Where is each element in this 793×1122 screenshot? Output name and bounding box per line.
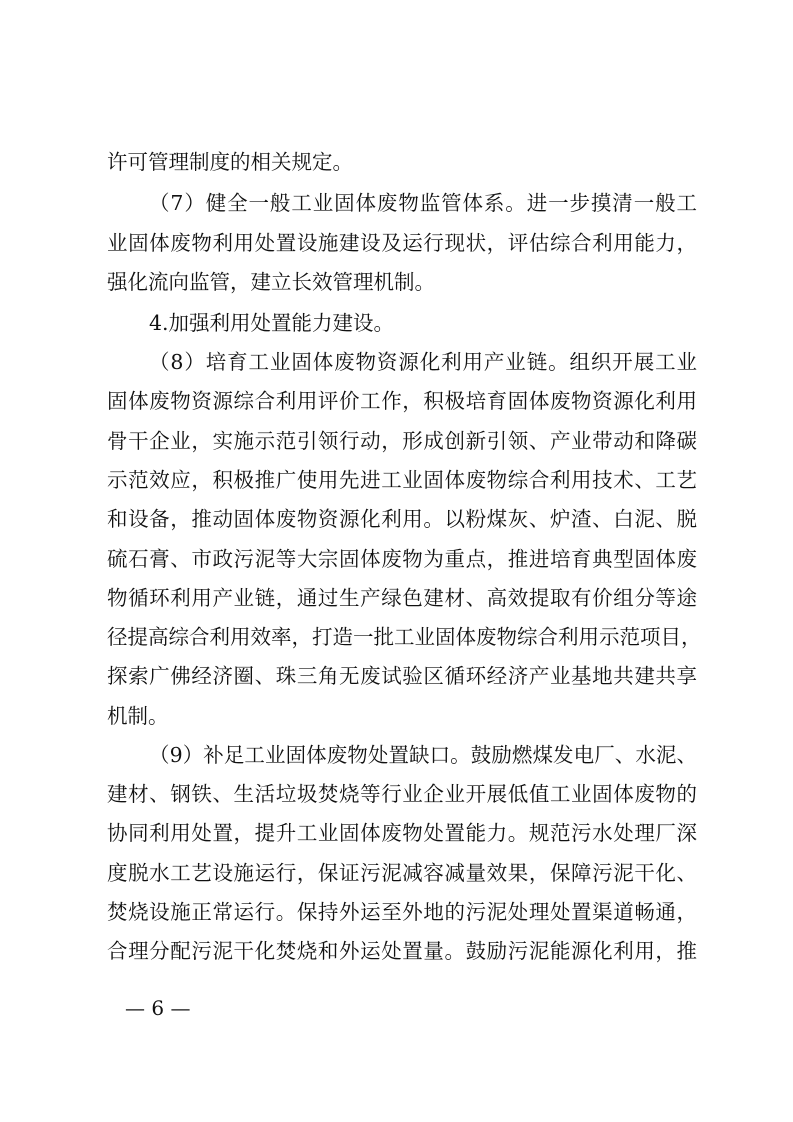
body-text-line: （8）培育工业固体废物资源化利用产业链。组织开展工业 [149,350,697,374]
body-text-line: 业固体废物利用处置设施建设及运行现状，评估综合利用能力， [107,231,697,255]
body-text-line: 强化流向监管，建立长效管理机制。 [107,270,435,294]
body-text-line: 建材、钢铁、生活垃圾焚烧等行业企业开展低值工业固体废物的 [107,782,697,806]
page-number: — 6 — [125,996,191,1020]
body-text-line: 硫石膏、市政污泥等大宗固体废物为重点，推进培育典型固体废 [107,547,697,571]
body-text-line: 骨干企业，实施示范引领行动，形成创新引领、产业带动和降碳 [107,429,697,453]
body-text-line: 探索广佛经济圈、珠三角无废试验区循环经济产业基地共建共享 [107,664,697,688]
body-text-line: 固体废物资源综合利用评价工作，积极培育固体废物资源化利用 [107,389,697,413]
body-text-line: （7）健全一般工业固体废物监管体系。进一步摸清一般工 [149,191,697,215]
body-text-line: 协同利用处置，提升工业固体废物处置能力。规范污水处理厂深 [107,821,697,845]
section-heading: 4.加强利用处置能力建设。 [149,311,395,335]
body-text-line: 物循环利用产业链，通过生产绿色建材、高效提取有价组分等途 [107,586,697,610]
body-text-line: 示范效应，积极推广使用先进工业固体废物综合利用技术、工艺 [107,468,697,492]
body-text-line: 机制。 [107,704,169,728]
body-text-line: 合理分配污泥干化焚烧和外运处置量。鼓励污泥能源化利用，推 [107,939,697,963]
body-text-line: 焚烧设施正常运行。保持外运至外地的污泥处理处置渠道畅通， [107,900,697,924]
body-text-line: 和设备，推动固体废物资源化利用。以粉煤灰、炉渣、白泥、脱 [107,507,697,531]
body-text-line: 度脱水工艺设施运行，保证污泥减容减量效果，保障污泥干化、 [107,861,697,885]
body-text-line: 径提高综合利用效率，打造一批工业固体废物综合利用示范项目， [107,625,702,649]
body-text-line: 许可管理制度的相关规定。 [107,150,353,174]
body-text-line: （9）补足工业固体废物处置缺口。鼓励燃煤发电厂、水泥、 [149,743,697,767]
